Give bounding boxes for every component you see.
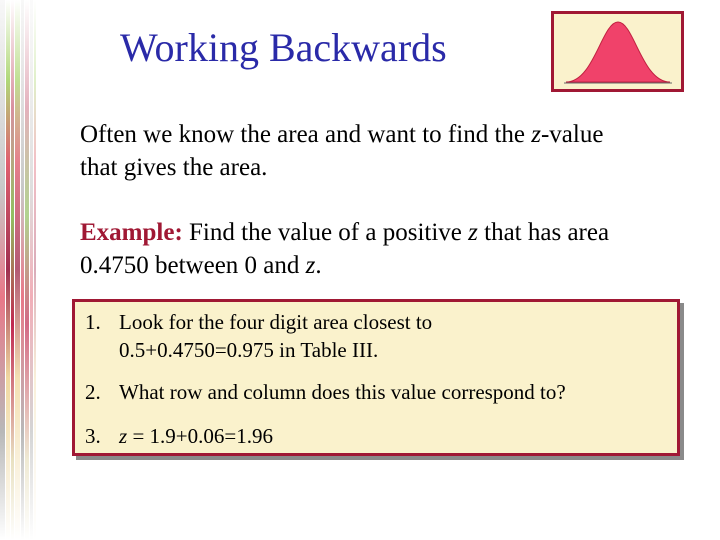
normal-curve-thumbnail: [551, 11, 684, 92]
example-z2: z: [305, 252, 316, 279]
step-2-text: What row and column does this value correspond to?: [119, 380, 566, 404]
intro-line2: that gives the area.: [80, 154, 268, 181]
bell-curve-icon: [554, 14, 681, 89]
intro-text-end: -value: [540, 121, 604, 148]
decorative-left-stripes: [0, 0, 46, 540]
slide-title: Working Backwards: [120, 25, 447, 70]
intro-z: z: [531, 121, 541, 148]
example-text-b: that has area: [477, 219, 610, 246]
example-text-a: Find the value of a positive: [182, 219, 469, 246]
step-2: [85, 378, 566, 406]
intro-text: Often we know the area and want to find the: [80, 121, 532, 148]
step-number: 3.: [85, 424, 101, 448]
step-3-text: = 1.9+0.06=1.96: [127, 424, 273, 448]
step-3-z: z: [119, 424, 128, 448]
step-1-line1: Look for the four digit area closest to: [119, 310, 433, 334]
example-z1: z: [468, 219, 478, 246]
step-1: [85, 308, 432, 364]
step-1-line2: 0.5+0.4750=0.975 in Table III.: [119, 338, 379, 362]
step-number: 1.: [85, 310, 101, 334]
intro-paragraph: [80, 118, 603, 184]
example-period: .: [315, 252, 322, 279]
example-label: Example:: [80, 219, 183, 246]
step-3: [85, 422, 273, 450]
step-number: 2.: [85, 380, 101, 404]
example-paragraph: [80, 216, 609, 282]
steps-box: [72, 299, 680, 456]
example-line2: 0.4750 between 0 and: [80, 252, 306, 279]
